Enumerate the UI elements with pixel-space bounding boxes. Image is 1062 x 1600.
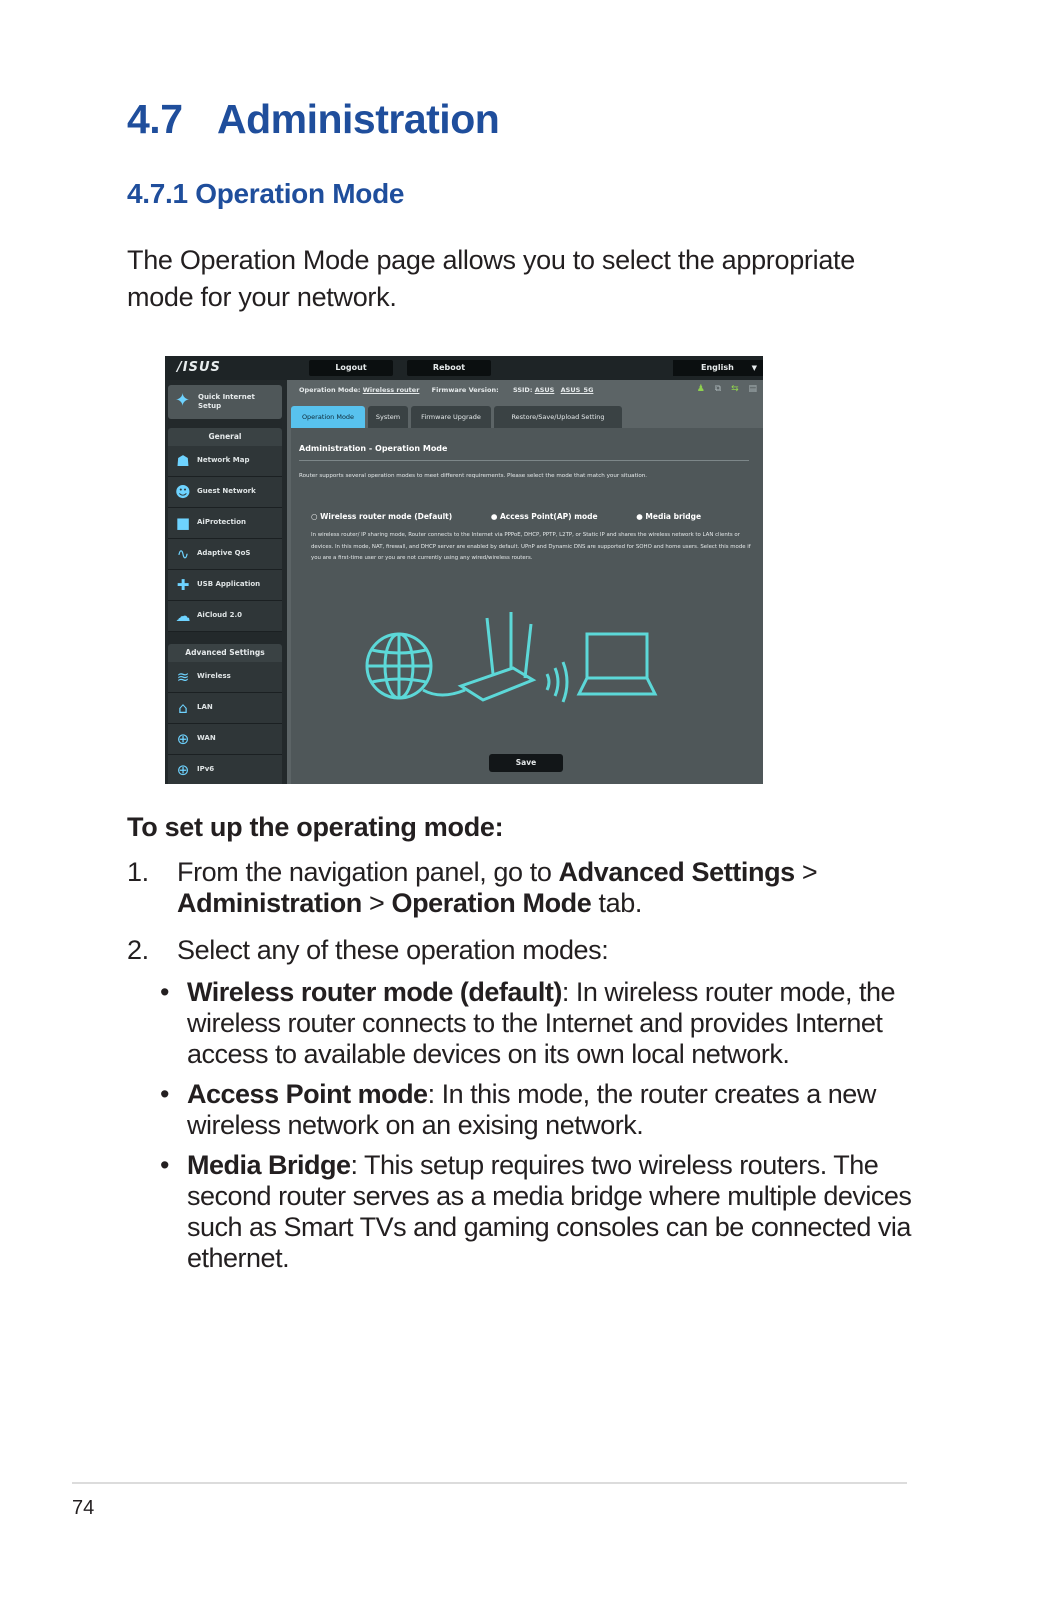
steps-heading: To set up the operating mode: [127, 812, 504, 842]
copy-icon[interactable]: ⧉ [714, 384, 722, 394]
step-text-part: > [794, 857, 818, 887]
intro-paragraph: The Operation Mode page allows you to select the appropriate mode for your network. [127, 245, 855, 312]
language-value: English [701, 363, 734, 372]
guest-network-icon: ☻ [175, 483, 191, 501]
quick-internet-setup-button[interactable] [168, 385, 282, 419]
router-ui-screenshot [165, 356, 763, 784]
wifi-waves-icon [547, 662, 567, 702]
laptop-icon [579, 634, 655, 694]
step-bold-part: Operation Mode [391, 888, 592, 918]
reboot-button[interactable]: Reboot [407, 360, 491, 376]
usb-icon[interactable]: ⇆ [731, 384, 739, 394]
panel-title: Administration - Operation Mode [299, 444, 448, 453]
nav-item-label: Network Map [197, 456, 250, 464]
puzzle-icon: ✚ [176, 576, 190, 594]
step-text-part: tab. [591, 888, 642, 918]
nav-item-ipv6[interactable] [168, 755, 282, 784]
divider [299, 460, 749, 461]
bullet-icon: • [160, 1079, 169, 1109]
advanced-settings-header: Advanced Settings [168, 644, 282, 662]
nav-item-label: Adaptive QoS [197, 549, 251, 557]
section-title: Administration [217, 96, 500, 142]
tab-firmware-upgrade[interactable]: Firmware Upgrade [411, 406, 491, 428]
footer-divider [72, 1482, 907, 1484]
step-text: Select any of these operation modes: [177, 935, 609, 965]
nav-item-usb-application[interactable] [168, 570, 282, 601]
nav-item-label: AiProtection [197, 518, 246, 526]
tab-operation-mode[interactable]: Operation Mode [291, 406, 365, 428]
ssid-label: SSID: [512, 386, 533, 394]
nav-item-label: LAN [197, 703, 213, 711]
op-mode-link[interactable]: Wireless router [362, 386, 420, 394]
top-bar [165, 356, 763, 380]
cable-line [423, 690, 465, 695]
bullet-icon: • [160, 977, 169, 1007]
quick-setup-label: Quick Internet Setup [198, 393, 255, 410]
radio-wireless-router[interactable]: ○ Wireless router mode (Default) [311, 512, 453, 521]
nav-item-network-map[interactable] [168, 446, 282, 477]
radio-media-bridge[interactable]: ● Media bridge [636, 512, 702, 521]
network-map-icon: ☗ [176, 452, 190, 470]
bullet-icon: • [160, 1150, 169, 1180]
nav-item-adaptive-qos[interactable] [168, 539, 282, 570]
cloud-icon: ☁ [175, 607, 191, 625]
chevron-down-icon: ▼ [751, 364, 757, 372]
step-text [177, 857, 917, 919]
network-diagram-illustration [361, 598, 671, 728]
section-heading [127, 96, 499, 143]
nav-item-guest-network[interactable] [168, 477, 282, 508]
panel-description: Router supports several operation modes to meet different requirements. Please select the mode that match your situation. [299, 473, 648, 479]
wifi-icon: ≋ [176, 668, 190, 686]
bullet-text [187, 1150, 917, 1274]
status-icons [690, 384, 757, 394]
bullet-desc: : In wireless router mode, the wireless router connects to the Internet and provides Internet access to available devices on its own local network. [187, 977, 895, 1069]
mode-description: In wireless router/ IP sharing mode, Router connects to the Internet via PPPoE, DHCP, PPTP, L2TP, or Static IP and shares the wireless network to LAN clients or devices. In this mode, NAT, firewall, and DHCP server are enabled by default. UPnP and Dynamic DNS are supported for SOHO and home users. Select this mode if you are a first-time user or you are not currently using any wired/wireless routers. [311, 532, 751, 561]
step-number: 2. [127, 935, 149, 965]
step-number: 1. [127, 857, 149, 887]
step-text-part: From the navigation panel, go to [177, 857, 559, 887]
page-number: 74 [72, 1497, 95, 1519]
nav-item-label: IPv6 [197, 765, 215, 773]
globe-icon: ⊕ [176, 761, 190, 779]
language-select[interactable] [673, 360, 763, 376]
nav-item-label: WAN [197, 734, 216, 742]
ssid-link-5g[interactable]: ASUS_5G [560, 386, 594, 394]
nav-item-label: AiCloud 2.0 [197, 611, 242, 619]
status-line [299, 386, 603, 394]
nav-item-label: Guest Network [197, 487, 256, 495]
asus-logo: /ISUS [177, 360, 221, 375]
operation-mode-panel [291, 428, 763, 784]
firmware-label: Firmware Version: [431, 386, 499, 394]
globe-icon: ⊕ [176, 730, 190, 748]
wand-icon: ✦ [175, 390, 191, 411]
globe-icon [367, 634, 431, 698]
radio-label: Wireless router mode (Default) [320, 512, 453, 521]
bullet-term: Media Bridge [187, 1150, 351, 1180]
nav-item-wireless[interactable] [168, 662, 282, 693]
bullet-text [187, 1079, 917, 1141]
mode-radio-group [311, 512, 737, 521]
bullet-desc: : In this mode, the router creates a new wireless network on an exising network. [187, 1079, 876, 1140]
ssid-link-2g[interactable]: ASUS [534, 386, 555, 394]
subsection-heading: 4.7.1 Operation Mode [127, 178, 405, 209]
tab-system[interactable]: System [368, 406, 408, 428]
radio-access-point[interactable]: ● Access Point(AP) mode [490, 512, 598, 521]
nav-item-label: USB Application [197, 580, 261, 588]
nav-item-label: Wireless [197, 672, 231, 680]
step-bold-part: Administration [177, 888, 362, 918]
tab-restore-save-upload[interactable]: Restore/Save/Upload Setting [494, 406, 622, 428]
nav-item-wan[interactable] [168, 724, 282, 755]
nav-item-aicloud[interactable] [168, 601, 282, 632]
nav-item-aiprotection[interactable] [168, 508, 282, 539]
section-number: 4.7 [127, 96, 183, 142]
radio-label: Media bridge [645, 512, 702, 521]
logout-button[interactable]: Logout [309, 360, 393, 376]
content-area [291, 380, 763, 784]
home-icon: ⌂ [178, 699, 188, 717]
radio-label: Access Point(AP) mode [499, 512, 598, 521]
op-mode-label: Operation Mode: [299, 386, 361, 394]
lock-icon: ■ [175, 514, 191, 532]
printer-icon[interactable]: ▤ [748, 384, 757, 394]
qos-icon: ∿ [176, 545, 190, 563]
bullet-text [187, 977, 917, 1070]
bullet-term: Wireless router mode (default) [187, 977, 562, 1007]
step-bold-part: Advanced Settings [558, 857, 795, 887]
bullet-desc: : This setup requires two wireless routers. The second router serves as a media bridge where multiple devices such as Smart TVs and gaming consoles can be connected via ethernet. [187, 1150, 912, 1273]
nav-item-lan[interactable] [168, 693, 282, 724]
user-icon[interactable]: ♟ [696, 384, 705, 394]
step-text-part: > [361, 888, 392, 918]
general-header: General [168, 428, 282, 446]
bullet-term: Access Point mode [187, 1079, 428, 1109]
save-button[interactable]: Save [489, 754, 563, 772]
navigation-panel [165, 380, 287, 784]
router-icon [461, 612, 533, 700]
